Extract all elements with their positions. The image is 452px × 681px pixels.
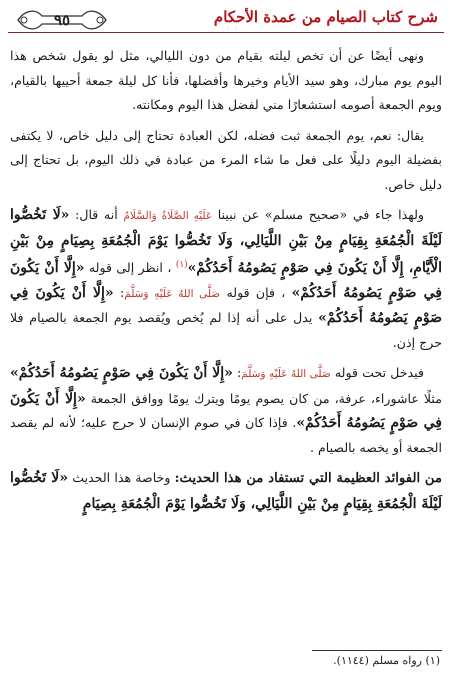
- footnote: (١) رواه مسلم (١١٤٤).: [333, 654, 440, 667]
- paragraph-4: [10, 361, 442, 460]
- paragraph-3-text-d: ، فإن قوله: [226, 284, 286, 300]
- footnote-marker: (١): [175, 260, 188, 270]
- hadith-quote: «إِلَّا أَنْ يَكُونَ فِي صَوْمٍ يَصُومُهُ أَحَدُكُمْ»: [10, 365, 233, 382]
- paragraph-3-text-f: يدل على أنه إذا لم يُخص ويُقصد يوم الجمعة بالصيام فلا حرج إذن.: [10, 310, 442, 350]
- paragraph-2: [10, 124, 442, 198]
- header-rule: [8, 32, 444, 33]
- paragraph-3-text-c: ، انظر إلى قوله: [88, 260, 172, 276]
- salutation-text: صَلَّى اللهُ عَلَيْهِ وَسَلَّمَ: [124, 287, 221, 300]
- footnote-rule: [312, 650, 442, 651]
- hadith-quote: «لَا تَخُصُّوا لَيْلَةَ الْجُمُعَةِ بِقِيَامٍ مِنْ بَيْنِ اللَّيَالِي، وَلَا تَخُصُّوا يَوْمَ الْجُمُعَةِ بِصِيَامٍ: [10, 470, 442, 512]
- hadith-quote: «إِلَّا أَنْ يَكُونَ فِي صَوْمٍ يَصُومُهُ أَحَدُكُمْ»: [10, 260, 442, 301]
- paragraph-4-text-b: :: [236, 365, 242, 381]
- hadith-quote: «لَا تَخُصُّوا لَيْلَةَ الْجُمُعَةِ بِقِيَامٍ مِنْ بَيْنِ اللَّيَالِي، وَلَا تَخُصُّوا يَوْمَ الْجُمُعَةِ بِصِيَامٍ مِنْ بَيْنِ الْأَيَّامِ، إِلَّا أَنْ يَكُونَ فِي صَوْمٍ يَصُومُهُ أَحَدُكُمْ»: [10, 207, 443, 277]
- body-text: [10, 44, 442, 522]
- paragraph-1-text: ونهى أيضًا عن أن تخص ليلته بقيام من دون الليالي، مثل لو يقول شخص هذا اليوم يوم مبارك، وهو سيد الأيام وخيرها وأفضلها، فأنا كل ليلة جمعة أحييها بالقيام، ويوم الجمعة أصومه استشعارًا مني لفضل هذا اليوم ومكانته.: [10, 48, 442, 112]
- hadith-quote: «إِلَّا أَنْ يَكُونَ فِي صَوْمٍ يَصُومُهُ أَحَدُكُمْ»: [10, 284, 442, 327]
- paragraph-3-text-e: :: [119, 284, 125, 300]
- page-header: [8, 6, 444, 36]
- paragraph-5-text-a: وخاصة هذا الحديث: [72, 470, 171, 486]
- page-number: ٩٥: [53, 11, 71, 29]
- paragraph-3: [10, 203, 442, 355]
- paragraph-1: [10, 44, 442, 118]
- paragraph-2-text: يقال: نعم، يوم الجمعة ثبت فضله، لكن العبادة تحتاج إلى دليل خاص، لا يكتفى بفضيلة اليوم دليلًا على فعل ما شاء المرء من عبادة في ذلك اليوم، بل تحتاج إلى دليل خاص.: [10, 127, 442, 192]
- hadith-quote: «إِلَّا أَنْ يَكُونَ فِي صَوْمٍ يَصُومُهُ أَحَدُكُمْ»: [10, 390, 442, 432]
- salutation-text: صَلَّى اللهُ عَلَيْهِ وَسَلَّمَ: [241, 368, 331, 381]
- salutation-text: عَلَيْهِ الصَّلَاةُ وَالسَّلَامُ: [123, 210, 213, 222]
- paragraph-3-text-b: أنه قال:: [75, 207, 118, 222]
- paragraph-4-text-d: . فإذا كان في صوم الإنسان لا حرج عليه؛ لأنه لم يقصد الجمعة أو يخصه بالصيام .: [10, 415, 442, 455]
- section-heading: من الفوائد العظيمة التي تستفاد من هذا الحديث:: [174, 471, 443, 487]
- paragraph-4-text-a: فيدخل تحت قوله: [334, 365, 424, 381]
- paragraph-5: [10, 466, 442, 516]
- paragraph-3-text-a: ولهذا جاء في «صحيح مسلم» عن نبينا: [217, 207, 424, 222]
- running-title: شرح كتاب الصيام من عمدة الأحكام: [213, 8, 438, 26]
- paragraph-4-text-c: مثلًا عاشوراء، عرفة، من كان يصوم يومًا ويترك يومًا ووافق الجمعة: [90, 390, 442, 406]
- page-number-ornament: [14, 6, 110, 34]
